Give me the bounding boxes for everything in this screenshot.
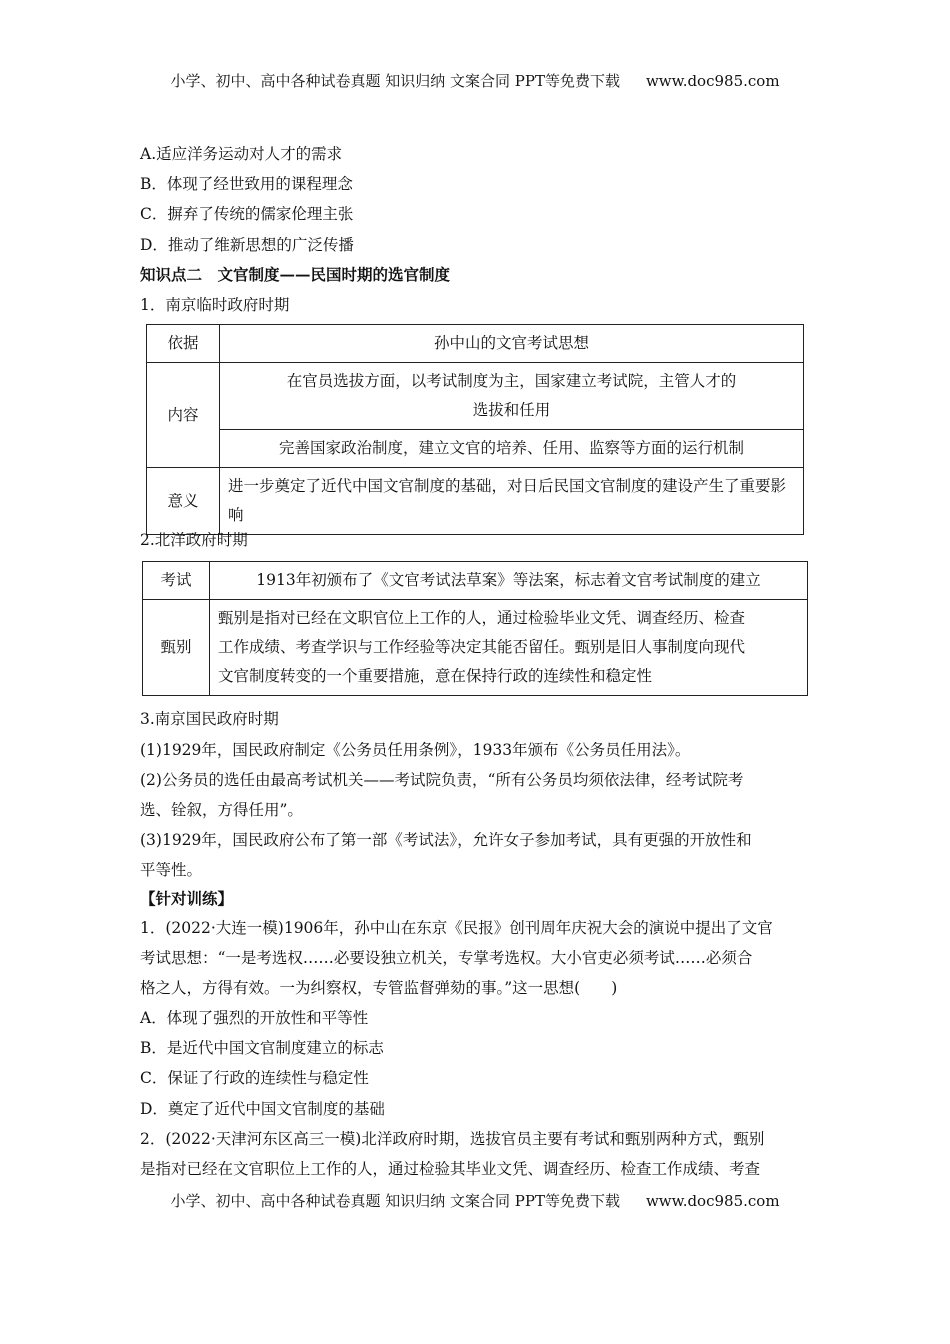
beiyang-table xyxy=(142,561,808,696)
q2-line-1: 2．(2022·天津河东区高三一模)北洋政府时期，选拔官员主要有考试和甄别两种方式，甄别 xyxy=(140,1130,765,1148)
part3-item-2-cont: 选、铨叙，方得任用”。 xyxy=(140,801,303,819)
table1-header-label: 依据 xyxy=(147,325,220,363)
table2-exam-value: 1913年初颁布了《文官考试法草案》等法案，标志着文官考试制度的建立 xyxy=(210,562,808,600)
part3-item-1: (1)1929年，国民政府制定《公务员任用条例》，1933年颁布《公务员任用法》。 xyxy=(140,741,691,759)
page-footer xyxy=(0,1190,950,1211)
part3-item-3: (3)1929年，国民政府公布了第一部《考试法》，允许女子参加考试，具有更强的开放性和 xyxy=(140,831,752,849)
header-text: 小学、初中、高中各种试卷真题 知识归纳 文案合同 PPT等免费下载 xyxy=(170,72,620,90)
option-a-prev: A.适应洋务运动对人才的需求 xyxy=(140,145,343,163)
q1-line-1: 1．(2022·大连一模)1906年，孙中山在东京《民报》创刊周年庆祝大会的演说中提出了文官 xyxy=(140,919,773,937)
part3-title: 3.南京国民政府时期 xyxy=(140,710,279,728)
table1-content-row2: 完善国家政治制度，建立文官的培养、任用、监察等方面的运行机制 xyxy=(220,430,804,468)
nanjing-provisional-table xyxy=(146,324,804,535)
table2-screen-line3: 文官制度转变的一个重要措施，意在保持行政的连续性和稳定性 xyxy=(218,667,653,685)
footer-url[interactable]: www.doc985.com xyxy=(645,1192,780,1210)
table2-screen-value xyxy=(210,600,808,696)
part1-title: 1．南京临时政府时期 xyxy=(140,296,290,314)
table2-screen-line2: 工作成绩、考查学识与工作经验等决定其能否留任。甄别是旧人事制度向现代 xyxy=(218,638,746,656)
table2-screen-line1: 甄别是指对已经在文职官位上工作的人，通过检验毕业文凭、调查经历、检查 xyxy=(218,609,746,627)
q1-line-2: 考试思想：“一是考选权……必要设独立机关，专掌考选权。大小官吏必须考试……必须合 xyxy=(140,949,753,967)
part3-item-2: (2)公务员的选任由最高考试机关——考试院负责，“所有公务员均须依法律，经考试院考 xyxy=(140,771,744,789)
table2-screen-label: 甄别 xyxy=(143,600,210,696)
table1-header-value: 孙中山的文官考试思想 xyxy=(220,325,804,363)
table1-meaning-label: 意义 xyxy=(147,468,220,535)
practice-title: 【针对训练】 xyxy=(140,889,234,908)
table2-exam-label: 考试 xyxy=(143,562,210,600)
table1-content-label: 内容 xyxy=(147,363,220,468)
option-b-prev: B．体现了经世致用的课程理念 xyxy=(140,175,353,193)
header-url[interactable]: www.doc985.com xyxy=(645,72,780,90)
table1-content-row1: 在官员选拔方面，以考试制度为主，国家建立考试院，主管人才的选拔和任用 xyxy=(220,363,804,430)
part3-item-3-cont: 平等性。 xyxy=(140,861,203,879)
section-title: 知识点二 文官制度——民国时期的选官制度 xyxy=(140,265,451,284)
q1-option-c: C．保证了行政的连续性与稳定性 xyxy=(140,1069,369,1087)
option-d-prev: D．推动了维新思想的广泛传播 xyxy=(140,236,354,254)
q1-line-3: 格之人，方得有效。一为纠察权，专管监督弹劾的事。”这一思想( ) xyxy=(140,979,618,997)
q1-option-b: B．是近代中国文官制度建立的标志 xyxy=(140,1039,384,1057)
option-c-prev: C．摒弃了传统的儒家伦理主张 xyxy=(140,205,354,223)
q2-line-2: 是指对已经在文官职位上工作的人，通过检验其毕业文凭、调查经历、检查工作成绩、考查 xyxy=(140,1160,761,1178)
table1-meaning-value: 进一步奠定了近代中国文官制度的基础，对日后民国文官制度的建设产生了重要影响 xyxy=(220,468,804,535)
page-header xyxy=(0,70,950,91)
part2-title: 2.北洋政府时期 xyxy=(140,531,248,549)
footer-text: 小学、初中、高中各种试卷真题 知识归纳 文案合同 PPT等免费下载 xyxy=(170,1192,620,1210)
q1-option-a: A．体现了强烈的开放性和平等性 xyxy=(140,1009,369,1027)
q1-option-d: D．奠定了近代中国文官制度的基础 xyxy=(140,1100,385,1118)
